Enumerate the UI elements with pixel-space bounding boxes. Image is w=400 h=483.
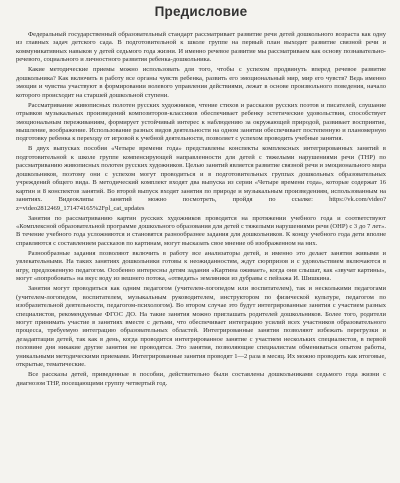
paragraph: Федеральный государственный образовательный стандарт рассматривает развитие речи детей дошкольного возраста как одну из главных задач детского сада. В подготовительной к школе группе на первый план выходит развитие связной речи и коммуникативных навыков у детей седьмого года жизни. И именно речевое развитие мы рассматриваем как основу познавательно-речевого, социального и личностного развития ребенка-дошкольника. (16, 31, 386, 64)
paragraph: Рассматривание живописных полотен русских художников, чтение стихов и рассказов русских поэтов и писателей, слушание отрывков музыкальных произведений композиторов-классиков обеспечивает ребенку эстетические удовольствия, способствует эмоциональным переживаниям, формирует устойчивый интерес к наблюдению за окружающей природой, развивает восприятие, мышление, воображение. Использование разных видов деятельности на одном занятии обеспечивает постепенную и планомерную подготовку ребенка к переходу от игровой к учебной деятельности, позволяет с успехом проводить учебные занятия. (16, 101, 386, 143)
body-text (16, 31, 386, 388)
paragraph: Все рассказы детей, приведенные в пособии, действительно были составлены дошкольниками седьмого года жизни с диагнозом ТНР, посещающими группу четвертый год. (16, 371, 386, 387)
paragraph: Какие методические приемы можно использовать для того, чтобы с успехом продвинуть вперед речевое развитие дошкольника? Как включить в работу все органы чувств ребенка, развить его эмоциональный мир, мир его чувств? Ведь именно эмоции и чувства участвуют в формировании волевого управления действиями, лежат в основе произвольного поведения, начало которого происходит на старшей дошкольной ступени. (16, 66, 386, 99)
paragraph: Занятия по рассматриванию картин русских художников проводятся на протяжении учебного года и соответствуют «Комплексной образовательной программе дошкольного образования для детей с тяжелыми нарушениями речи (ОНР) с 3 до 7 лет». В течение учебного года усложняются и становятся разнообразнее задания для дошкольников. К концу учебного года дети вполне справляются с составлением рассказов по картинам, могут высказать свое мнение об изображенном на них. (16, 214, 386, 247)
paragraph: В двух выпусках пособия «Четыре времени года» представлены конспекты комплексных интегрированных занятий в подготовительной к школе группе компенсирующей направленности для детей с тяжелыми нарушениями речи (ТНР) по рассматриванию живописных полотен русских художников. Целью занятий является развитие связной речи и эмоционального мира дошкольников, поэтому они с успехом могут проводиться и в подготовительных группах дошкольных образовательных учреждений общего вида. В методический комплект входят два выпуска из серии «Четыре времени года», которые содержат 16 картин и 8 конспектов занятий. Во второй выпуск входят занятия по природе и музыкальным произведениям, использованным на занятиях. Видеоклипы занятий можно посмотреть, пройдя по ссылке: https://vk.com/video?z=video2812469_171474165%2Fpl_cat_updates (16, 145, 386, 212)
paragraph: Разнообразные задания позволяют включить в работу все анализаторы детей, и именно это делает занятия живыми и увлекательными. На таких занятиях дошкольники готовы к неожиданностям, ждут сюрпризов и с удовольствием включаются в игру, предложенную педагогом. Особенно интересны детям задания «Картина оживает», когда они слышат, как «звучат картины», могут «попробовать» на вкус воду из вешнего потока, «отведать» земляники из дубравы с пейзажа И. Шишкина. (16, 249, 386, 283)
page-title: Предисловие (154, 4, 248, 19)
paragraph: Занятия могут проводиться как одним педагогом (учителем-логопедом или воспитателем), так и несколькими педагогами (учителем-логопедом, воспитателем, музыкальным руководителем, инструктором по физической культуре, педагогом по изобразительной деятельности, педагогом-психологом). Во втором случае это будут интегрированные занятия с участием разных специалистов, рекомендуемые ФГОС ДО. На такие занятия можно приглашать родителей дошкольников. Более того, родители могут принимать участие в занятиях вместе с детьми, что обеспечивает интеграцию усилий всех участников образовательного процесса, требуемую интеграцию образовательных областей. Интегрированные занятия позволяют избежать перегрузки и дезадаптации детей, так как в день, когда проводится интегрированное занятие с участием нескольких специалистов, в первой половине дня никакие другие занятия не проводятся. Это занятия, позволяющие специалистам обмениваться опытом работы, уникальными методическими приемами. Интегрированные занятия проводят 1—2 раза в месяц. Их можно проводить как итоговые, открытые, тематические. (16, 285, 386, 369)
